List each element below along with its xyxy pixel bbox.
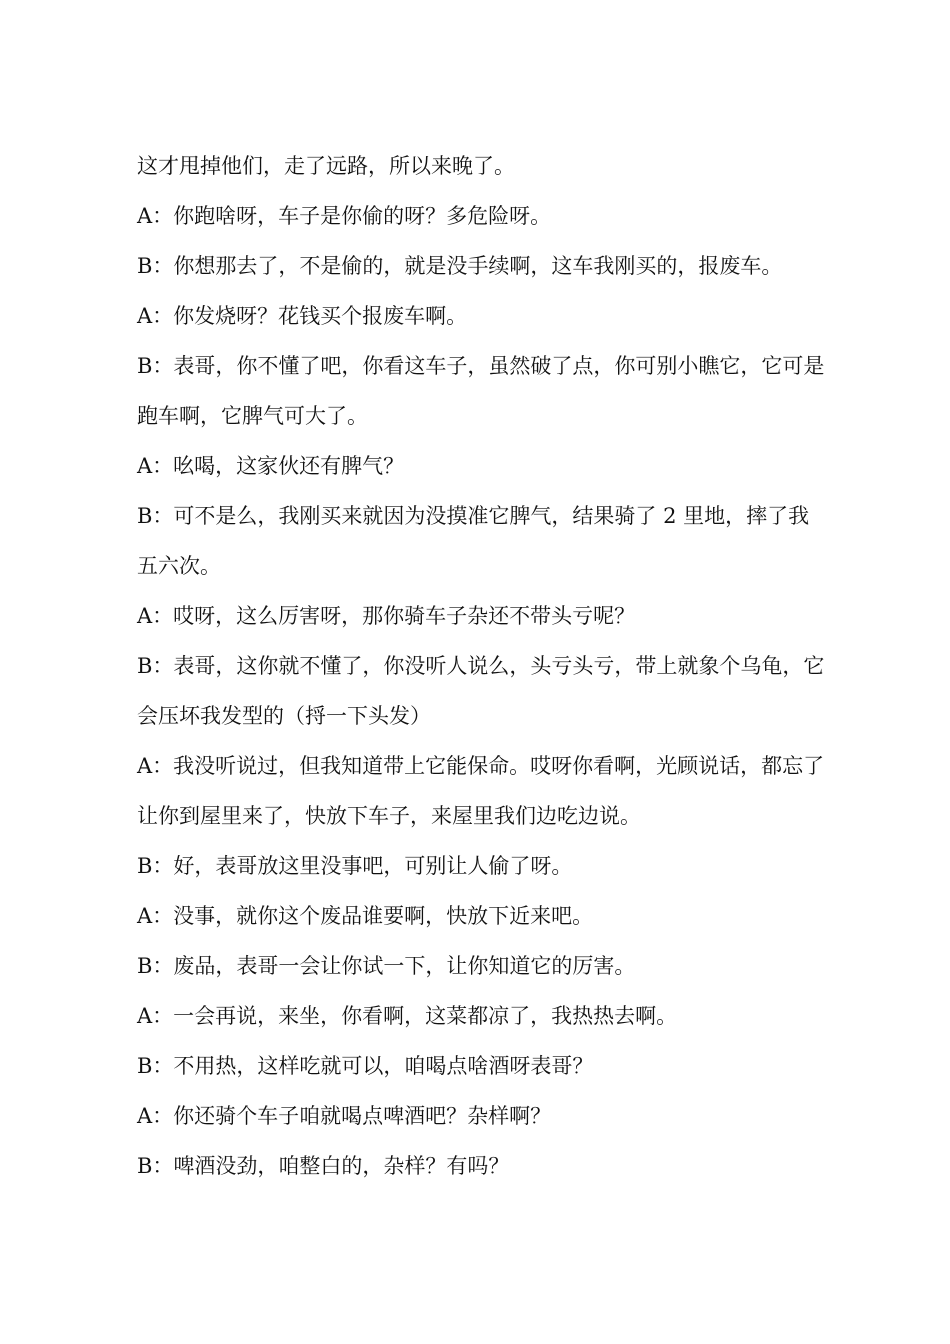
paragraph: B：废品，表哥一会让你试一下，让你知道它的厉害。 xyxy=(137,954,636,978)
paragraph: A：我没听说过，但我知道带上它能保命。哎呀你看啊，光顾说话，都忘了让你到屋里来了，快放下车子，来屋里我们边吃边说。 xyxy=(137,754,825,828)
paragraph: B：不用热，这样吃就可以，咱喝点啥酒呀表哥？ xyxy=(137,1054,594,1078)
paragraph: A：吆喝，这家伙还有脾气？ xyxy=(137,454,405,478)
paragraph: B：表哥，这你就不懂了，你没听人说么，头亏头亏，带上就象个乌龟，它会压坏我发型的（捋一下头发） xyxy=(137,654,825,728)
paragraph: 这才甩掉他们，走了远路，所以来晚了。 xyxy=(137,154,515,178)
paragraph: B：你想那去了，不是偷的，就是没手续啊，这车我刚买的，报废车。 xyxy=(137,254,783,278)
paragraph: A：一会再说，来坐，你看啊，这菜都凉了，我热热去啊。 xyxy=(137,1004,678,1028)
paragraph: A：你发烧呀？花钱买个报废车啊。 xyxy=(137,304,468,328)
paragraph: B：啤酒没劲，咱整白的，杂样？有吗？ xyxy=(137,1154,510,1178)
paragraph: B：表哥，你不懂了吧，你看这车子，虽然破了点，你可别小瞧它，它可是跑车啊，它脾气可大了。 xyxy=(137,354,825,428)
paragraph: B：好，表哥放这里没事吧，可别让人偷了呀。 xyxy=(137,854,573,878)
paragraph: A：你跑啥呀，车子是你偷的呀？多危险呀。 xyxy=(137,204,552,228)
paragraph: A：你还骑个车子咱就喝点啤酒吧？杂样啊？ xyxy=(137,1104,552,1128)
paragraph: B：可不是么，我刚买来就因为没摸准它脾气，结果骑了 2 里地，摔了我五六次。 xyxy=(137,504,810,578)
dialogue-text xyxy=(137,141,827,1191)
paragraph: A：没事，就你这个废品谁要啊，快放下近来吧。 xyxy=(137,904,594,928)
paragraph: A：哎呀，这么厉害呀，那你骑车子杂还不带头亏呢？ xyxy=(137,604,636,628)
